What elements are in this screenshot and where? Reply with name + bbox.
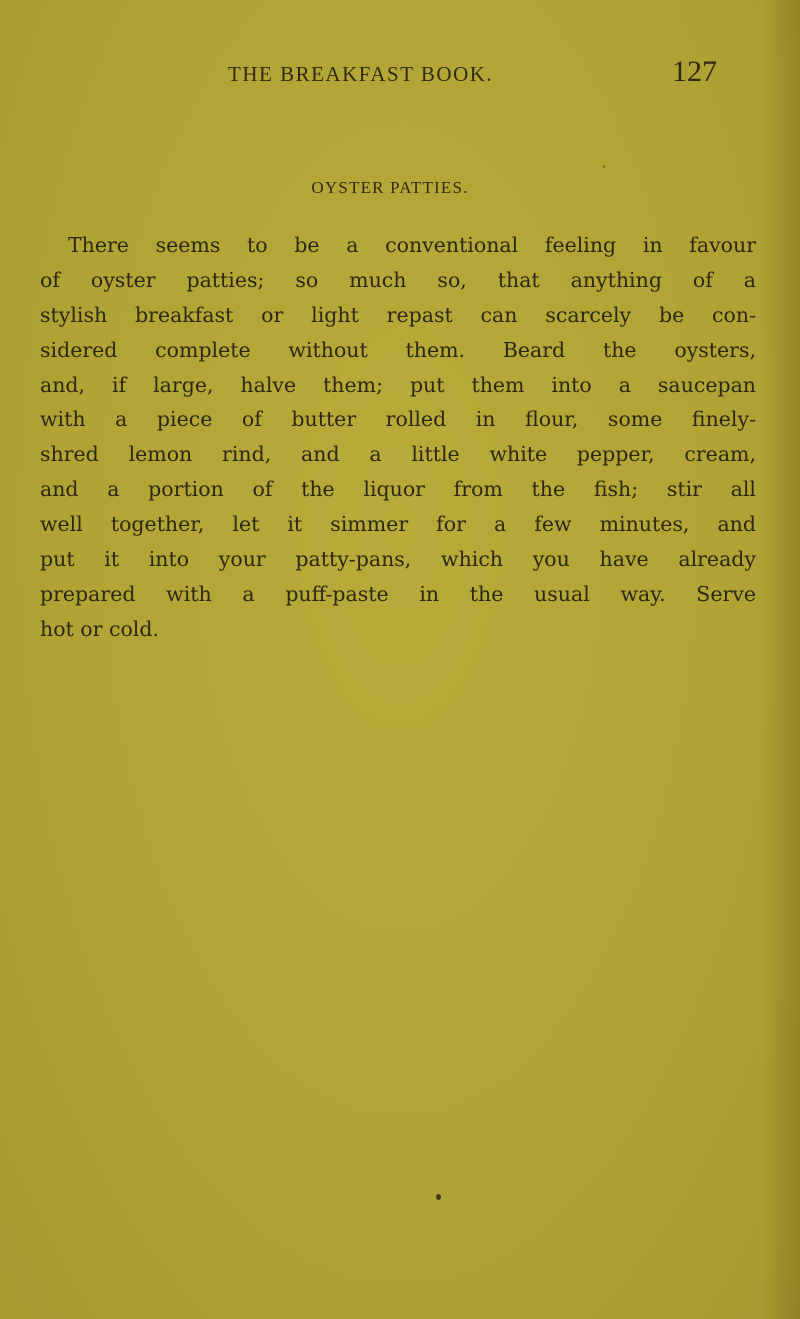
paragraph-line: sidered complete without them. Beard the oysters, — [40, 337, 756, 362]
paragraph-line: and, if large, halve them; put them into a saucepan — [40, 372, 756, 397]
paragraph-line: shred lemon rind, and a little white pepper, cream, — [40, 442, 756, 467]
running-head — [0, 55, 800, 92]
paragraph-line: hot or cold. — [40, 616, 159, 641]
paper-speck — [436, 1194, 441, 1200]
paragraph-line: prepared with a puff-paste in the usual way. Serve — [40, 581, 756, 606]
section-heading: OYSTER PATTIES. — [311, 178, 469, 197]
recipe-paragraph — [40, 228, 756, 647]
paper-speck — [603, 165, 605, 168]
paragraph-line: with a piece of butter rolled in flour, some finely- — [40, 407, 756, 432]
page-number: 127 — [672, 55, 717, 88]
running-title: THE BREAKFAST BOOK. — [228, 62, 494, 86]
paragraph-line: well together, let it simmer for a few minutes, and — [40, 512, 756, 537]
paragraph-line: and a portion of the liquor from the fish; stir all — [40, 477, 756, 502]
paragraph-line: There seems to be a conventional feeling in favour — [68, 233, 756, 257]
paragraph-line: of oyster patties; so much so, that anything of a — [40, 267, 756, 292]
paragraph-line: stylish breakfast or light repast can scarcely be con- — [40, 302, 756, 327]
paragraph-line: put it into your patty-pans, which you have already — [40, 547, 756, 572]
